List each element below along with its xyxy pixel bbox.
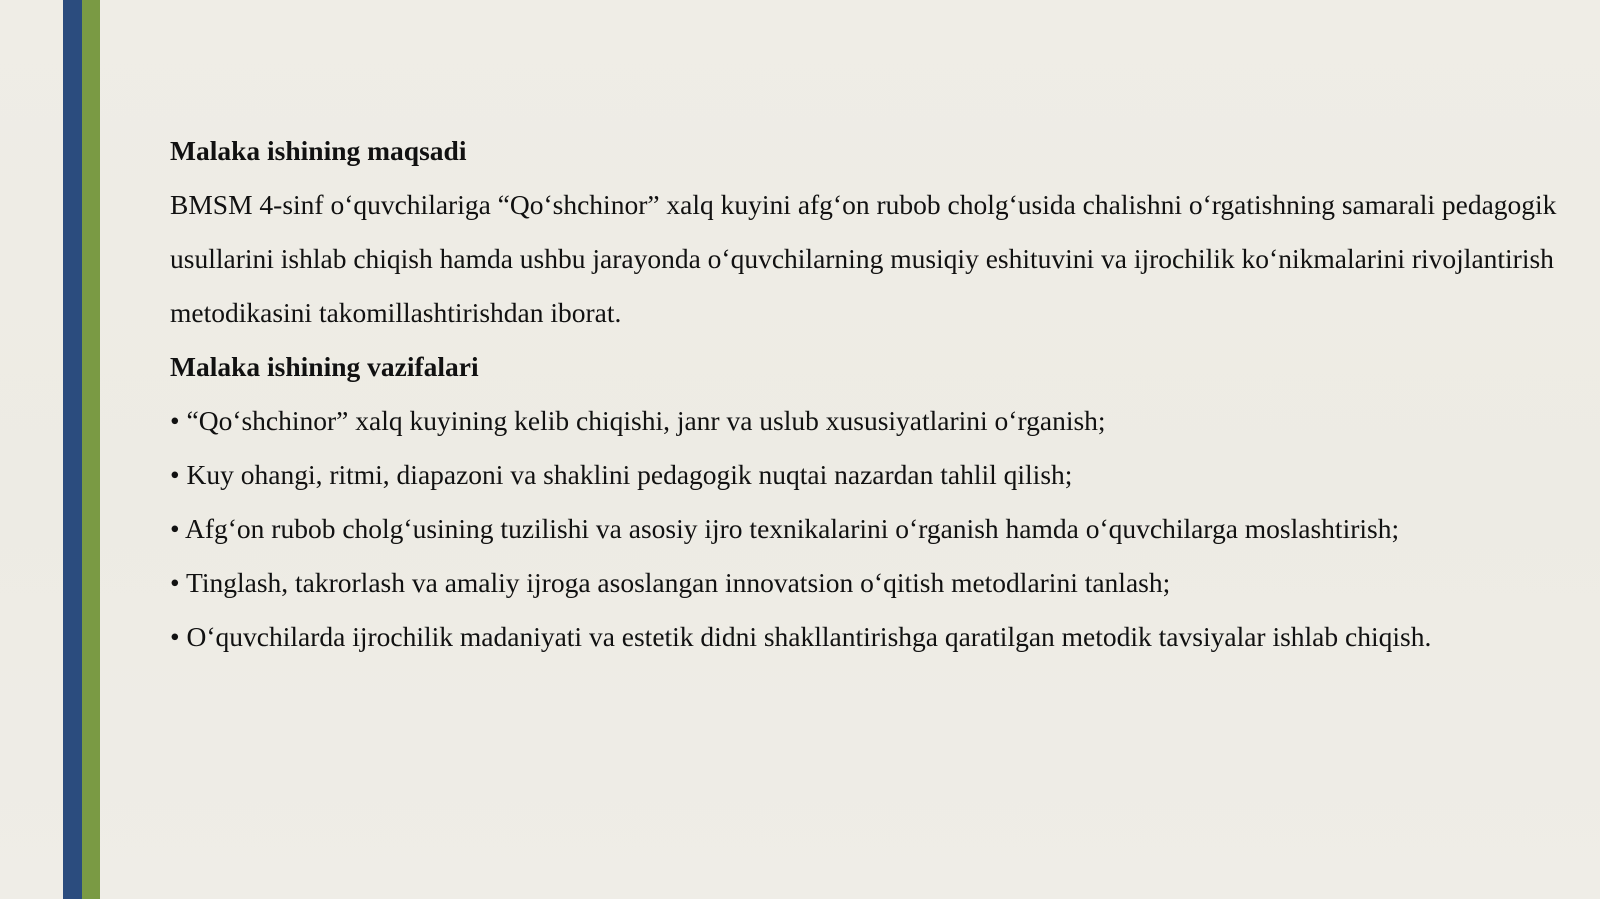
blue-accent-bar xyxy=(63,0,82,899)
goal-text: BMSM 4-sinf o‘quvchilariga “Qo‘shchinor” xalq kuyini afg‘on rubob cholg‘usida chalishni o‘rgatishning samarali pedagogik usullarini ishlab chiqish hamda ushbu jarayonda o‘quvchilarning musiqiy eshituvini va ijrochilik ko‘nikmalarini rivojlantirish metodikasini takomillashtirishdan iborat. xyxy=(170,189,1557,328)
task-item: • Tinglash, takrorlash va amaliy ijroga asoslangan innovatsion o‘qitish metodlarini tanlash; xyxy=(170,567,1171,598)
goal-heading: Malaka ishining maqsadi xyxy=(170,135,467,166)
task-item: • Afg‘on rubob cholg‘usining tuzilishi va asosiy ijro texnikalarini o‘rganish hamda o‘quvchilarga moslashtirish; xyxy=(170,513,1400,544)
task-item: • Kuy ohangi, ritmi, diapazoni va shaklini pedagogik nuqtai nazardan tahlil qilish; xyxy=(170,459,1073,490)
task-item: • “Qo‘shchinor” xalq kuyining kelib chiqishi, janr va uslub xususiyatlarini o‘rganish; xyxy=(170,405,1106,436)
slide-content xyxy=(170,124,1570,664)
tasks-heading: Malaka ishining vazifalari xyxy=(170,351,479,382)
green-accent-bar xyxy=(82,0,100,899)
task-item: • O‘quvchilarda ijrochilik madaniyati va estetik didni shakllantirishga qaratilgan metodik tavsiyalar ishlab chiqish. xyxy=(170,621,1432,652)
